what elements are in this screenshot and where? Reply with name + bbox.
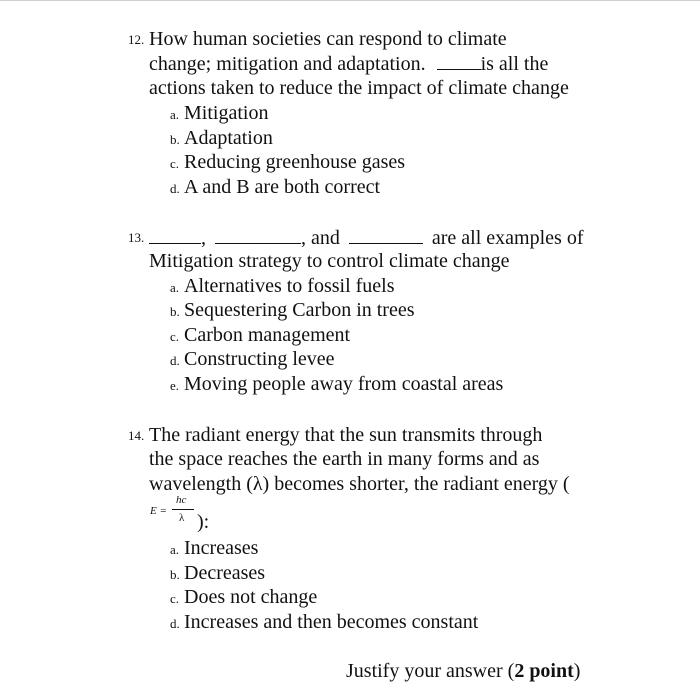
option-text: Carbon management [184,324,351,346]
option-text: Sequestering Carbon in trees [184,299,415,321]
option-text: Increases [184,537,259,559]
formula-lhs: E = [150,505,167,517]
justify-text: Justify your answer ( [346,660,515,682]
option-letter: a. [170,280,180,295]
option-letter: e. [170,378,180,393]
question-text-line [149,225,583,250]
option-letter: c. [170,591,180,606]
option-text: Decreases [184,562,266,584]
answer-blank [149,225,201,244]
option-text: Mitigation [184,102,269,124]
question-text: , and [301,227,340,249]
option-letter: c. [170,156,180,171]
option-d[interactable] [170,347,335,373]
option-letter: b. [170,567,180,582]
question-text: is all the [480,53,549,75]
formula-denominator: λ [179,512,185,524]
question-text: are all examples of [431,227,584,249]
option-b[interactable] [170,561,265,587]
top-border [0,0,700,1]
formula-numerator: hc [176,494,187,506]
option-d[interactable] [170,175,380,201]
option-b[interactable] [170,126,273,152]
question-text: change; mitigation and adaptation. [149,53,426,75]
question-text-line: the space reaches the earth in many forms and as [149,448,540,470]
question-text-line: Mitigation strategy to control climate change [149,250,510,272]
answer-blank [349,225,423,244]
option-letter: d. [170,181,180,196]
question-number: 14. [128,428,145,443]
points-label: 2 point [514,660,574,682]
answer-blank [215,225,301,244]
justify-close: ) [573,660,581,682]
justify-answer-prompt [346,659,580,683]
answer-blank [437,51,481,70]
option-a[interactable] [170,101,268,127]
question-text-line [149,51,548,76]
question-text: , [201,227,206,249]
question-text-line: wavelength (λ) becomes shorter, the radiant energy ( [149,473,570,495]
fraction-bar [172,509,194,510]
option-text: Constructing levee [184,348,335,370]
option-letter: a. [170,542,180,557]
option-letter: c. [170,329,180,344]
option-c[interactable] [170,323,350,349]
option-a[interactable] [170,536,258,562]
option-text: Does not change [184,586,318,608]
option-letter: d. [170,616,180,631]
option-text: Adaptation [184,127,273,149]
option-text: Increases and then becomes constant [184,611,479,633]
question-text-line: The radiant energy that the sun transmits through [149,424,543,446]
option-d[interactable] [170,610,478,636]
question-text-line: How human societies can respond to climate [149,28,507,50]
option-b[interactable] [170,298,415,324]
option-e[interactable] [170,372,503,398]
option-c[interactable] [170,150,405,176]
option-letter: a. [170,107,180,122]
option-a[interactable] [170,274,395,300]
formula-close: ): [197,511,210,533]
option-text: Reducing greenhouse gases [184,151,406,173]
question-number: 12. [128,32,145,47]
question-text-line: actions taken to reduce the impact of climate change [149,77,569,99]
question-number: 13. [128,230,145,245]
option-text: Moving people away from coastal areas [184,373,504,395]
option-c[interactable] [170,585,317,611]
option-text: A and B are both correct [184,176,381,198]
option-letter: b. [170,304,180,319]
option-letter: b. [170,132,180,147]
option-letter: d. [170,353,180,368]
option-text: Alternatives to fossil fuels [184,275,395,297]
